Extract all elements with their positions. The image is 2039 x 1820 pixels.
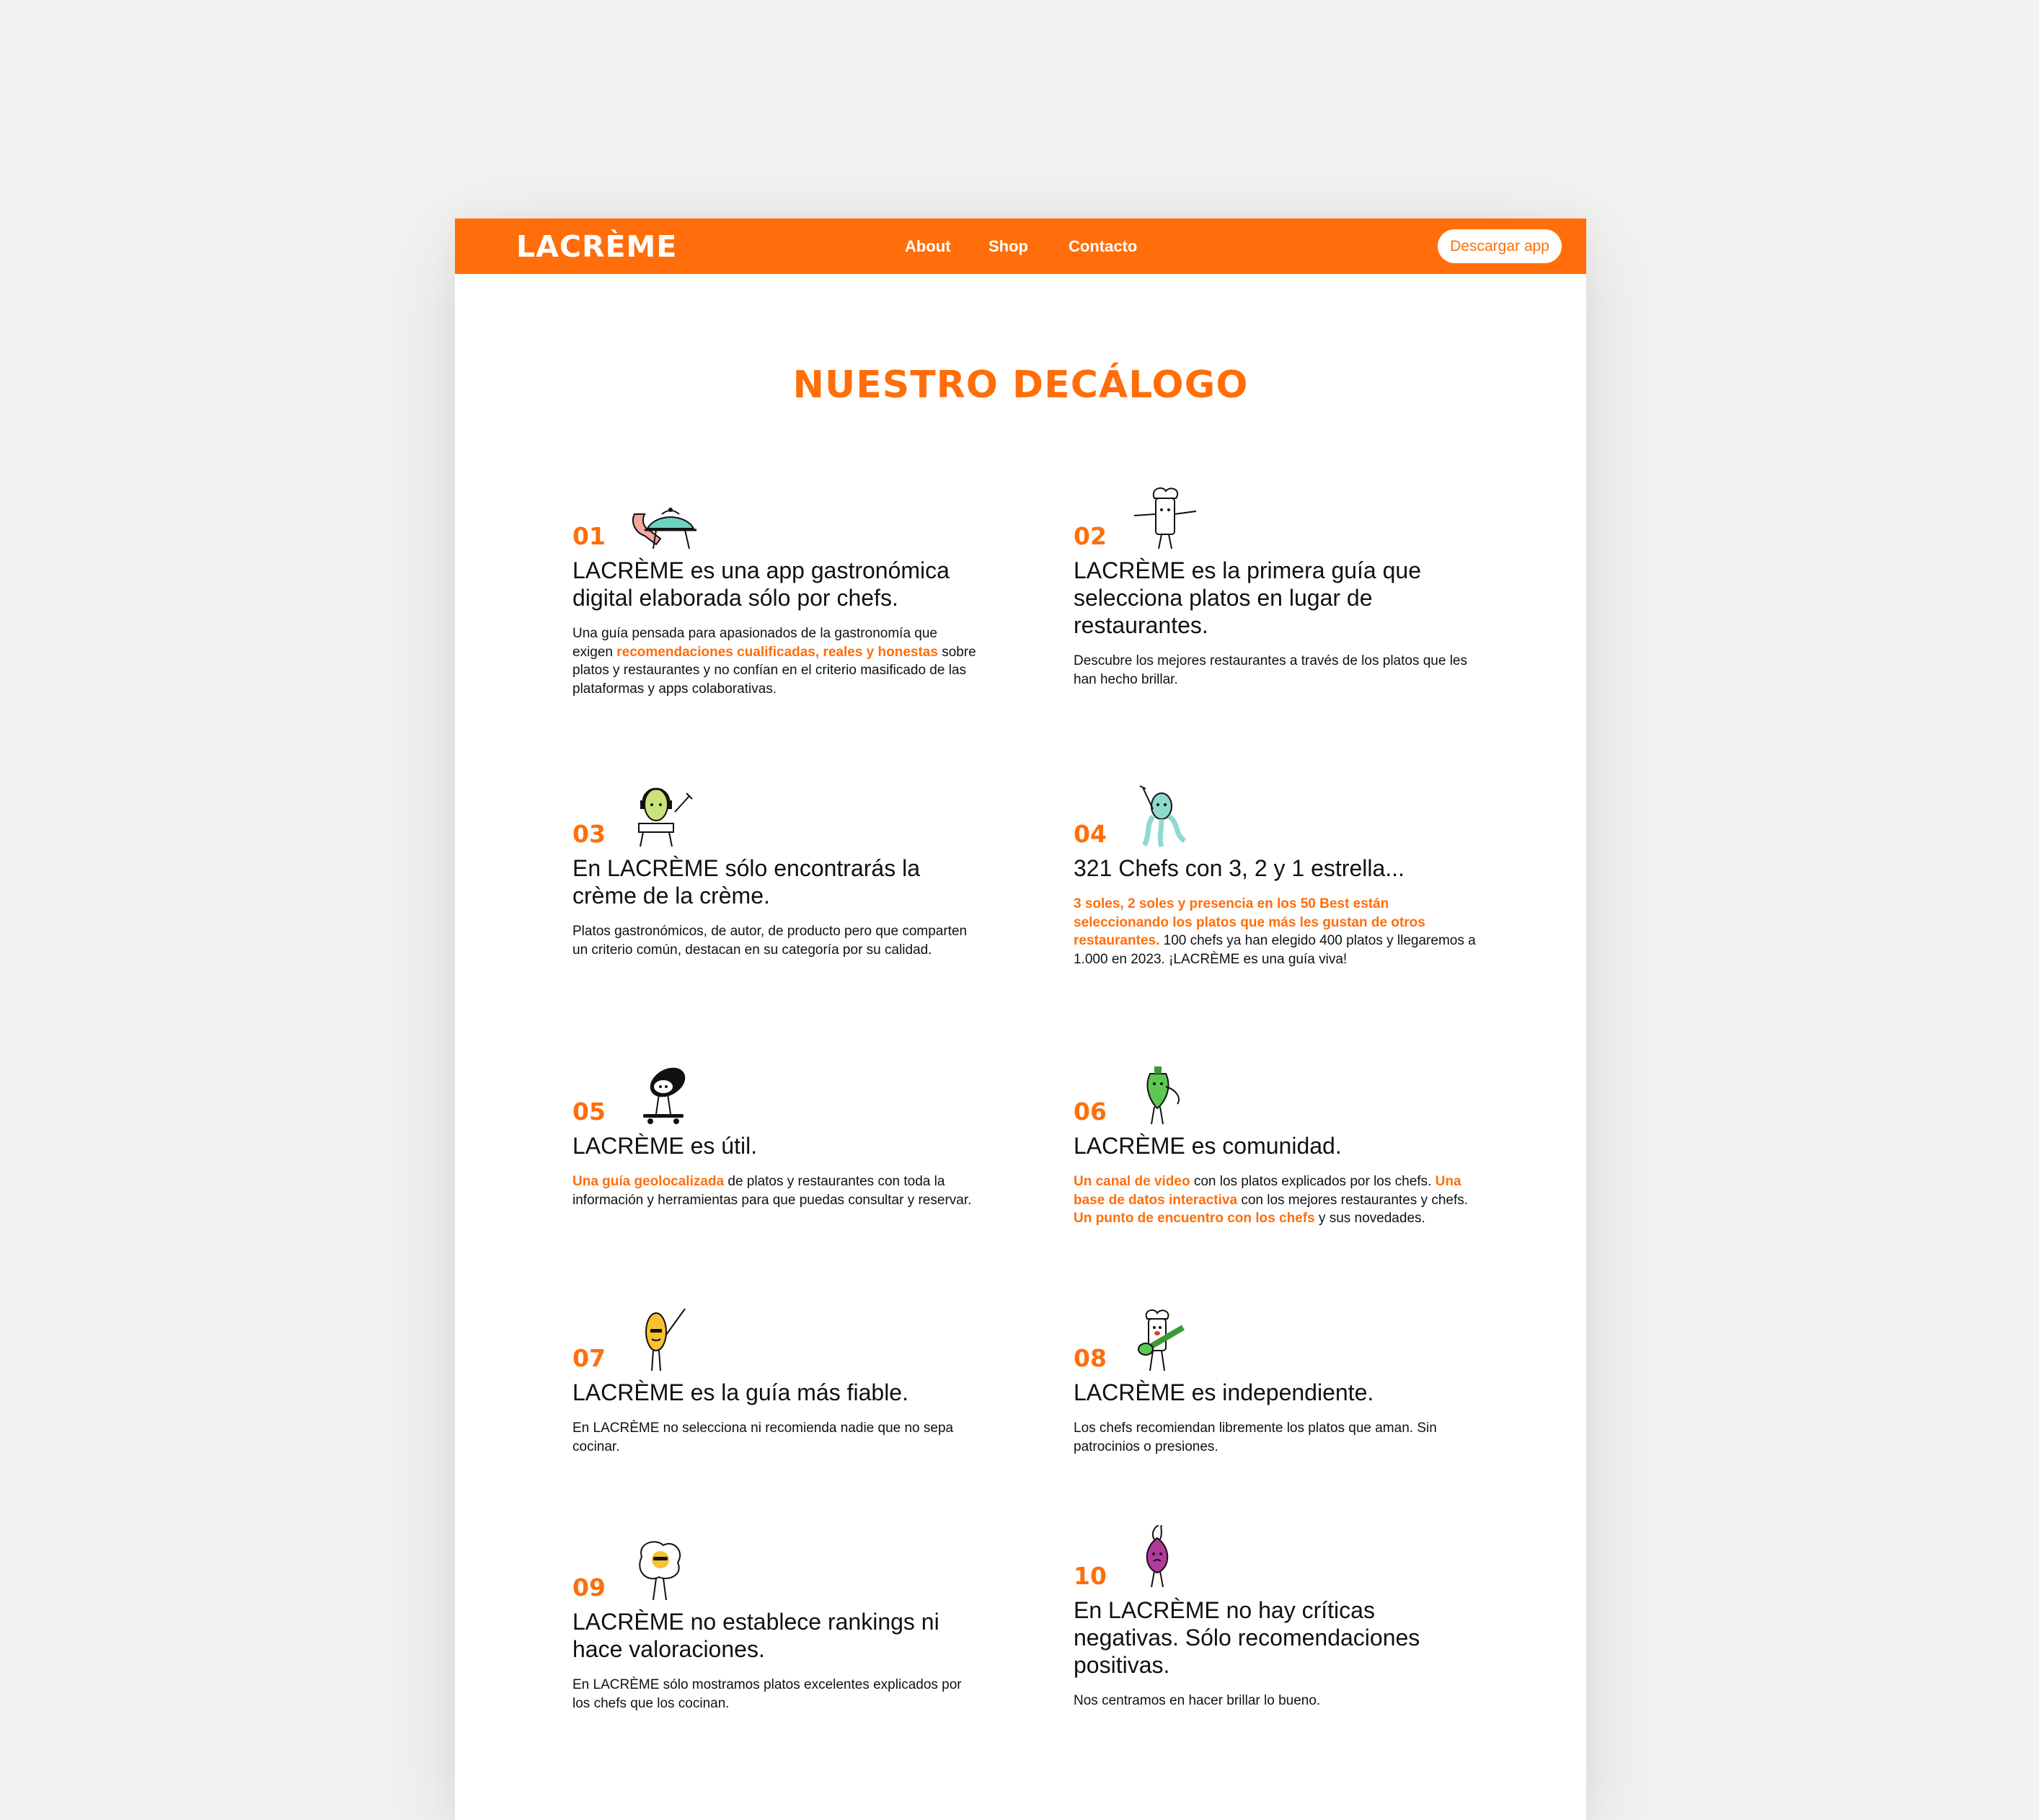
avocado-dj-icon	[627, 783, 699, 848]
body-text: 100 chefs ya han elegido 400 platos y llegaremos a 1.000 en 2023. ¡LACRÈME es una guía viva!	[1074, 933, 1476, 967]
decalogue-item	[1074, 1532, 1477, 1710]
pepper-icon	[1128, 1061, 1200, 1126]
item-number: 08	[1074, 1344, 1107, 1372]
item-number: 01	[572, 522, 606, 550]
body-text: sobre platos y restaurantes y no confían en el criterio masificado de las plataformas y apps colaborativas.	[572, 644, 976, 697]
item-description	[572, 624, 976, 698]
item-title: En LACRÈME no hay críticas negativas. Sólo recomendaciones positivas.	[1074, 1597, 1420, 1678]
octopus-icon	[1128, 783, 1200, 848]
highlighted-text: 3 soles, 2 soles y presencia en los 50 Best están seleccionando los platos que más les gustan de otros restaurantes.	[1074, 896, 1425, 948]
item-number: 06	[1074, 1097, 1107, 1126]
item-title: LACRÈME es independiente.	[1074, 1379, 1374, 1405]
highlighted-text: recomendaciones cualificadas, reales y honestas	[616, 644, 938, 660]
highlighted-text: Un canal de video	[1074, 1174, 1190, 1189]
mussel-skateboard-icon	[627, 1061, 699, 1126]
highlighted-text: Una guía geolocalizada	[572, 1174, 725, 1189]
nav-link-contacto[interactable]: Contacto	[1069, 237, 1138, 255]
body-text: Platos gastronómicos, de autor, de producto pero que comparten un criterio común, destacan en su categoría por su calidad.	[572, 924, 968, 958]
body-text: con los platos explicados por los chefs.	[1190, 1174, 1436, 1189]
chef-guitar-icon	[1128, 1307, 1200, 1372]
item-number: 07	[572, 1344, 606, 1372]
item-number: 04	[1074, 820, 1107, 848]
item-number: 05	[572, 1097, 606, 1126]
page-title: NUESTRO DECÁLOGO	[792, 363, 1249, 407]
item-description	[572, 922, 976, 959]
body-text: En LACRÈME no selecciona ni recomienda nadie que no sepa cocinar.	[572, 1421, 954, 1454]
chef-hat-icon	[1128, 485, 1200, 550]
item-description	[1074, 1419, 1477, 1456]
highlighted-text: Un punto de encuentro con los chefs	[1074, 1211, 1315, 1226]
waiter-cloche-icon	[627, 485, 699, 550]
item-description	[1074, 1692, 1477, 1710]
item-number: 03	[572, 820, 606, 848]
decalogue-item	[1074, 492, 1477, 689]
item-description	[572, 1676, 976, 1713]
item-number: 10	[1074, 1562, 1107, 1590]
body-text: y sus novedades.	[1314, 1211, 1425, 1226]
item-number: 09	[572, 1573, 606, 1602]
body-text: Nos centramos en hacer brillar lo bueno.	[1074, 1693, 1321, 1708]
decalogue-item	[572, 1315, 976, 1456]
item-description	[1074, 895, 1477, 968]
top-navbar	[455, 218, 1586, 274]
body-text: Una guía pensada para apasionados de la gastronomía que exigen	[572, 626, 937, 660]
fried-egg-icon	[627, 1537, 699, 1602]
decalogue-item	[572, 790, 976, 959]
decalogue-item	[1074, 790, 1477, 968]
item-title: LACRÈME es útil.	[572, 1133, 758, 1159]
item-title: LACRÈME es una app gastronómica digital elaborada sólo por chefs.	[572, 557, 950, 611]
item-title: LACRÈME es la guía más fiable.	[572, 1379, 908, 1405]
decalogue-item	[572, 492, 976, 698]
item-number: 02	[1074, 522, 1107, 550]
onion-icon	[1128, 1525, 1200, 1590]
item-title: LACRÈME no establece rankings ni hace valoraciones.	[572, 1609, 939, 1662]
item-title: LACRÈME es la primera guía que selecciona platos en lugar de restaurantes.	[1074, 557, 1421, 638]
item-description	[1074, 652, 1477, 689]
body-text: Los chefs recomiendan libremente los platos que aman. Sin patrocinios o presiones.	[1074, 1421, 1437, 1454]
brand-logo[interactable]: LACRÈME	[516, 229, 678, 264]
website-frame	[455, 218, 1586, 1820]
body-text: de platos y restaurantes con toda la información y herramientas para que puedas consultar y reservar.	[572, 1174, 972, 1208]
item-description	[572, 1419, 976, 1456]
download-app-button[interactable]: Descargar app	[1438, 229, 1562, 263]
body-text: Descubre los mejores restaurantes a través de los platos que les han hecho brillar.	[1074, 653, 1467, 687]
body-text: En LACRÈME sólo mostramos platos excelentes explicados por los chefs que los cocinan.	[572, 1677, 962, 1711]
highlighted-text: Una base de datos interactiva	[1074, 1174, 1461, 1208]
item-description	[572, 1172, 976, 1209]
item-title: En LACRÈME sólo encontrarás la crème de la crème.	[572, 855, 920, 909]
decalogue-item	[572, 1544, 976, 1713]
item-description	[1074, 1172, 1477, 1228]
item-title: LACRÈME es comunidad.	[1074, 1133, 1342, 1159]
nav-link-shop[interactable]: Shop	[988, 237, 1028, 255]
item-title: 321 Chefs con 3, 2 y 1 estrella...	[1074, 855, 1405, 881]
body-text: con los mejores restaurantes y chefs.	[1237, 1192, 1469, 1208]
decalogue-item	[572, 1068, 976, 1209]
decalogue-item	[1074, 1068, 1477, 1228]
corn-conductor-icon	[627, 1307, 699, 1372]
decalogue-item	[1074, 1315, 1477, 1456]
nav-link-about[interactable]: About	[905, 237, 951, 255]
